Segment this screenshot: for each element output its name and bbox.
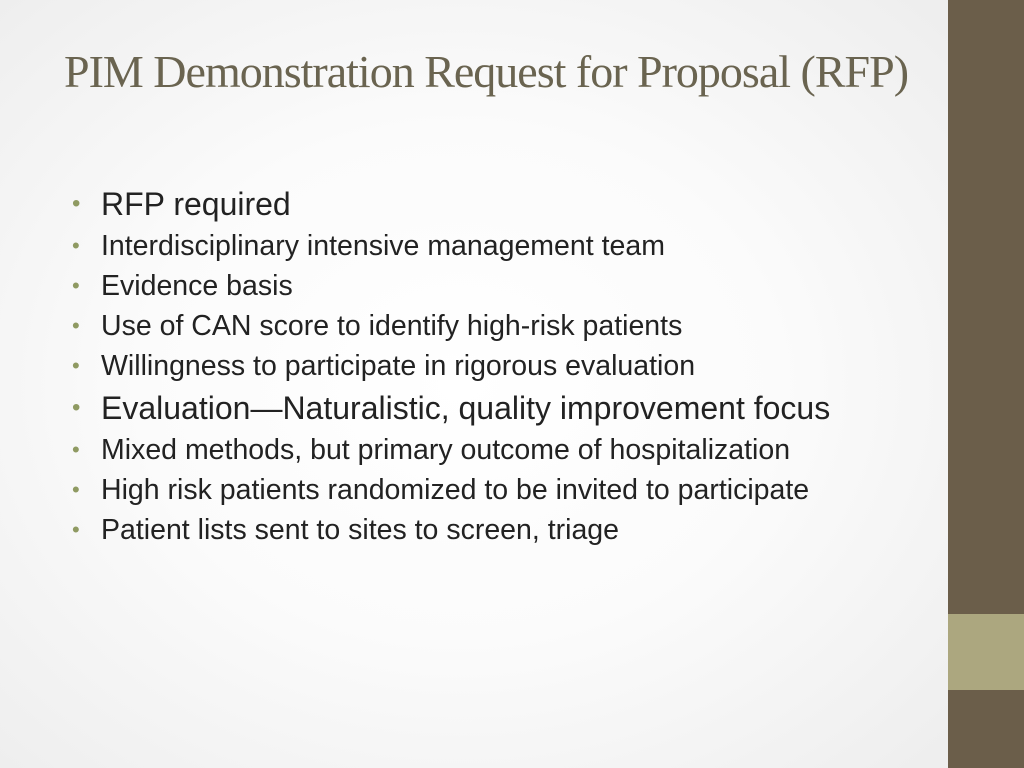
bullet-dot-icon: • — [72, 313, 80, 338]
slide-title: PIM Demonstration Request for Proposal (RFP) — [64, 46, 909, 97]
sidebar-accent-square — [948, 614, 1024, 690]
sub-bullet-item — [72, 470, 932, 510]
bullet-item — [72, 386, 932, 430]
bullet-text: Patient lists sent to sites to screen, triage — [101, 514, 619, 546]
bullet-text: High risk patients randomized to be invited to participate — [101, 474, 810, 506]
bullet-dot-icon: • — [72, 477, 80, 502]
sub-bullet-item — [72, 430, 932, 470]
bullet-text: Evaluation—Naturalistic, quality improvement focus — [101, 390, 831, 426]
bullet-text: Mixed methods, but primary outcome of hospitalization — [101, 434, 791, 466]
bullet-dot-icon: • — [72, 394, 81, 421]
bullet-text: Interdisciplinary intensive management team — [101, 230, 665, 262]
bullet-dot-icon: • — [72, 233, 80, 258]
bullet-dot-icon: • — [72, 353, 80, 378]
bullet-dot-icon: • — [72, 190, 81, 217]
sub-bullet-item — [72, 306, 932, 346]
sub-bullet-item — [72, 510, 932, 550]
bullet-text: Evidence basis — [101, 270, 293, 302]
bullet-text: Use of CAN score to identify high-risk patients — [101, 310, 683, 342]
bullet-dot-icon: • — [72, 437, 80, 462]
bullet-text: Willingness to participate in rigorous evaluation — [101, 350, 696, 382]
bullet-dot-icon: • — [72, 273, 80, 298]
bullet-text: RFP required — [101, 186, 291, 222]
sub-bullet-item — [72, 226, 932, 266]
bullet-item — [72, 182, 932, 226]
sub-bullet-item — [72, 266, 932, 306]
sub-bullet-item — [72, 346, 932, 386]
bullet-list — [72, 182, 932, 550]
bullet-dot-icon: • — [72, 517, 80, 542]
